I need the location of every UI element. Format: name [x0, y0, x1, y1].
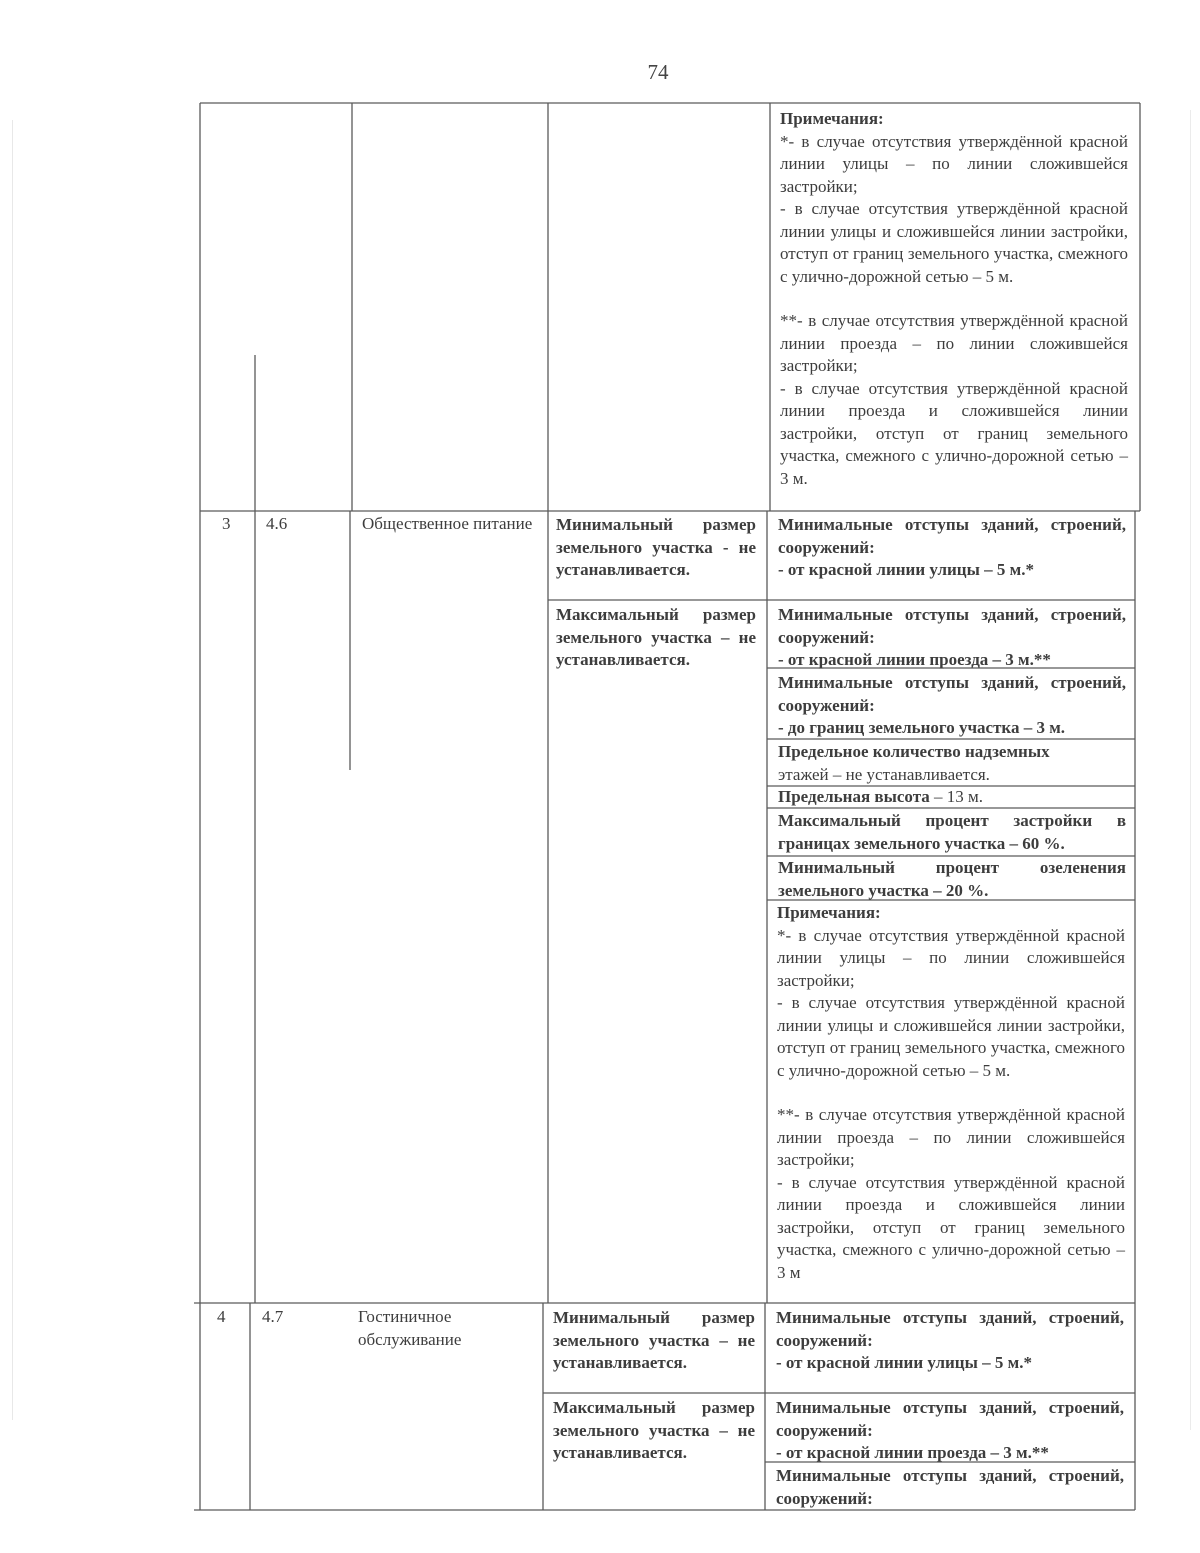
height-text: – 13 м.	[929, 787, 984, 806]
param-head: Минимальные отступы зданий, строений, сооружений:	[776, 1398, 1124, 1440]
param-line: - до границ земельного участка – 3 м.	[778, 718, 1066, 737]
row3-floors	[778, 741, 1126, 786]
row4-max-size: Максимальный размер земельного участка – не устанавливается.	[553, 1398, 755, 1462]
note-item: **- в случае отсутствия утверждённой красной линии проезда – по линии сложившейся застройки;	[780, 311, 1128, 375]
row3-max-size: Максимальный размер земельного участка – не устанавливается.	[556, 605, 756, 669]
note-item: - в случае отсутствия утверждённой красной линии улицы и сложившейся линии застройки, отступ от границ земельного участка, смежного с улично-дорожной сетью – 5 м.	[777, 993, 1125, 1080]
param-head: Минимальные отступы зданий, строений, сооружений:	[778, 605, 1126, 647]
row3-min-size: Минимальный размер земельного участка - не устанавливается.	[556, 515, 756, 579]
row4-number: 4	[217, 1307, 226, 1326]
notes-title: Примечания:	[777, 903, 881, 922]
page-number: 74	[647, 60, 669, 84]
row4-name: Гостиничное обслуживание	[358, 1307, 462, 1349]
note-item: *- в случае отсутствия утверждённой красной линии улицы – по линии сложившейся застройки;	[780, 131, 1128, 196]
param-head: Минимальные отступы зданий, строений, сооружений:	[776, 1308, 1124, 1350]
row3-height	[778, 786, 1126, 809]
floors-text: этажей – не устанавливается.	[778, 764, 990, 784]
note-item: *- в случае отсутствия утверждённой красной линии улицы – по линии сложившейся застройки;	[777, 925, 1125, 990]
param-line: - от красной линии улицы – 5 м.*	[776, 1353, 1032, 1372]
spacer	[780, 288, 1128, 310]
row4-setback-street	[776, 1307, 1124, 1375]
param-head: Минимальные отступы зданий, строений, сооружений:	[776, 1466, 1124, 1508]
row3-notes	[777, 902, 1125, 1284]
row3-setback-street	[778, 514, 1126, 582]
param-head: Минимальные отступы зданий, строений, сооружений:	[778, 673, 1126, 715]
param-head: Минимальные отступы зданий, строений, сооружений:	[778, 515, 1126, 557]
floors-bold: Предельное количество надземных	[778, 742, 1050, 761]
row3-setback-driveway	[778, 604, 1126, 672]
note-item: - в случае отсутствия утверждённой красной линии улицы и сложившейся линии застройки, отступ от границ земельного участка, смежного с улично-дорожной сетью – 5 м.	[780, 199, 1128, 286]
row4-min-size: Минимальный размер земельного участка – не устанавливается.	[553, 1308, 755, 1372]
row3-setback-boundary	[778, 672, 1126, 740]
row3-code: 4.6	[266, 514, 288, 533]
note-item: - в случае отсутствия утверждённой красной линии проезда и сложившейся линии застройки, отступ от границ земельного участка, смежного с улично-дорожной сетью – 3 м.	[780, 378, 1128, 488]
row4-setback-boundary	[776, 1465, 1124, 1510]
row3-name: Общественное питание	[362, 514, 533, 533]
row4-code: 4.7	[262, 1307, 284, 1326]
continued-notes	[780, 108, 1128, 490]
row3-build-percent: Максимальный процент застройки в границах земельного участка – 60 %.	[778, 811, 1126, 853]
param-line: - от красной линии проезда – 3 м.**	[776, 1443, 1049, 1462]
row3-number: 3	[222, 514, 231, 533]
row4-setback-driveway	[776, 1397, 1124, 1465]
param-line: - от красной линии улицы – 5 м.*	[778, 560, 1034, 579]
notes-title: Примечания:	[780, 109, 884, 128]
param-line: - от красной линии проезда – 3 м.**	[778, 650, 1051, 669]
note-item: **- в случае отсутствия утверждённой красной линии проезда – по линии сложившейся застройки;	[777, 1105, 1125, 1169]
spacer	[777, 1082, 1125, 1104]
note-item: - в случае отсутствия утверждённой красной линии проезда и сложившейся линии застройки, отступ от границ земельного участка, смежного с улично-дорожной сетью – 3 м	[777, 1172, 1125, 1282]
height-bold: Предельная высота	[778, 787, 930, 806]
row3-green-percent: Минимальный процент озеленения земельного участка – 20 %.	[778, 858, 1126, 900]
